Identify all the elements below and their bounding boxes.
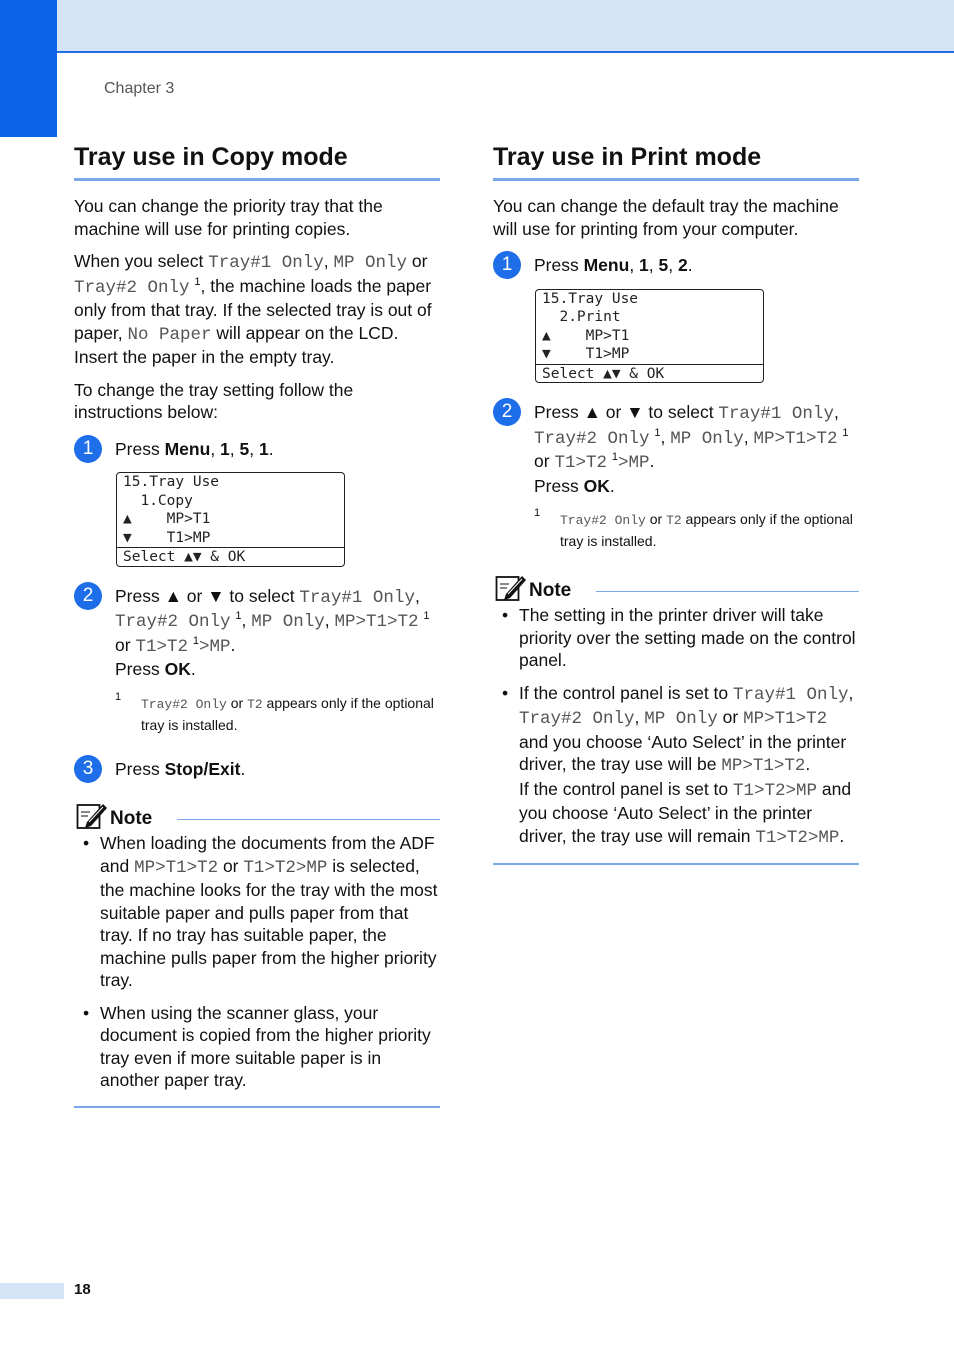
step-2: 2 Press ▲ or ▼ to select Tray#1 Only, Tray#2 Only $^1$, MP Only, MP>T1>T2 $^1$ or T1>T2 $^1$>MP. Press OK. (74, 585, 440, 681)
lcd-line: ▲ MP>T1 (123, 511, 211, 527)
lcd-line: ▼ T1>MP (123, 529, 211, 546)
step-number: 2 (74, 582, 102, 610)
lcd-line: 15.Tray Use (123, 474, 220, 490)
lcd-display (116, 472, 345, 567)
note-title: Note (529, 580, 572, 601)
note-box (74, 802, 440, 1108)
intro-text: You can change the priority tray that the machine will use for printing copies. (74, 196, 383, 239)
instructions-text: To change the tray setting follow the instructions below: (74, 379, 354, 422)
lcd-line: 15.Tray Use (542, 290, 639, 307)
step-3: 3 Press Stop/Exit. (74, 758, 440, 781)
lcd-line: Select ▲▼ & OK (536, 364, 763, 383)
step-number: 1 (74, 435, 102, 463)
step-number: 3 (74, 755, 102, 783)
step-number: 2 (493, 398, 521, 426)
step-1: 1 Press Menu, 1, 5, 1. (74, 438, 440, 461)
step-2: 2 Press ▲ or ▼ to select Tray#1 Only, Tray#2 Only $^1$, MP Only, MP>T1>T2 $^1$ or T1>T2 $^1$>MP. Press OK. (493, 401, 859, 497)
tray-select-paragraph: When you select Tray#1 Only, MP Only or Tray#2 Only $^1$, the machine loads the paper only from that tray. If the selected tray is out of paper, No Paper will appear on the LCD. Insert the paper in the empty tray. (74, 251, 432, 367)
note-bullet: • If the control panel is set to Tray#1 Only, Tray#2 Only, MP Only or MP>T1>T2 and you choose ‘Auto Select’ in the printer driver, the tray use will be MP>T1>T2. If the control panel is set to T1>T2>MP and you choose ‘Auto Select’ in the printer driver, the tray use will remain T1>T2>MP. (493, 682, 859, 850)
step-number: 1 (493, 251, 521, 279)
footnote: 1 Tray#2 Only or T2 appears only if the optional tray is installed. (534, 507, 853, 549)
step-1: 1 Press Menu, 1, 5, 2. (493, 254, 859, 277)
lcd-line: ▲ MP>T1 (542, 327, 630, 344)
lcd-display (535, 289, 764, 384)
copy-mode-section (74, 143, 440, 1108)
header-bar (0, 0, 954, 53)
note-bullet: • When using the scanner glass, your document is copied from the higher priority tray even if more suitable paper is in another paper tray. (74, 1002, 440, 1092)
chapter-label: Chapter 3 (104, 80, 175, 97)
note-title: Note (110, 808, 153, 829)
note-box (493, 574, 859, 865)
page-number-bar (0, 1283, 64, 1299)
lcd-line: Select ▲▼ & OK (117, 547, 344, 566)
chapter-tab (0, 0, 57, 137)
section-title: Tray use in Print mode (493, 143, 859, 181)
print-mode-section (493, 143, 859, 865)
note-bullet: • The setting in the printer driver will take priority over the setting made on the control panel. (493, 604, 859, 672)
section-title: Tray use in Copy mode (74, 143, 440, 181)
lcd-line: 2.Print (542, 309, 621, 325)
note-bullet: • When loading the documents from the ADF and MP>T1>T2 or T1>T2>MP is selected, the machine looks for the tray with the most suitable paper and pulls paper from that tray. If no tray has suitable paper, the machine pulls paper from the higher priority tray. (74, 832, 440, 992)
footnote: 1 Tray#2 Only or T2 appears only if the optional tray is installed. (115, 690, 434, 733)
note-pencil-icon (76, 800, 108, 830)
lcd-line: 1.Copy (123, 492, 193, 509)
lcd-line: ▼ T1>MP (542, 346, 630, 362)
page-number: 18 (74, 1281, 91, 1298)
note-pencil-icon (495, 572, 527, 602)
intro-text: You can change the default tray the machine will use for printing from your computer. (493, 196, 839, 239)
